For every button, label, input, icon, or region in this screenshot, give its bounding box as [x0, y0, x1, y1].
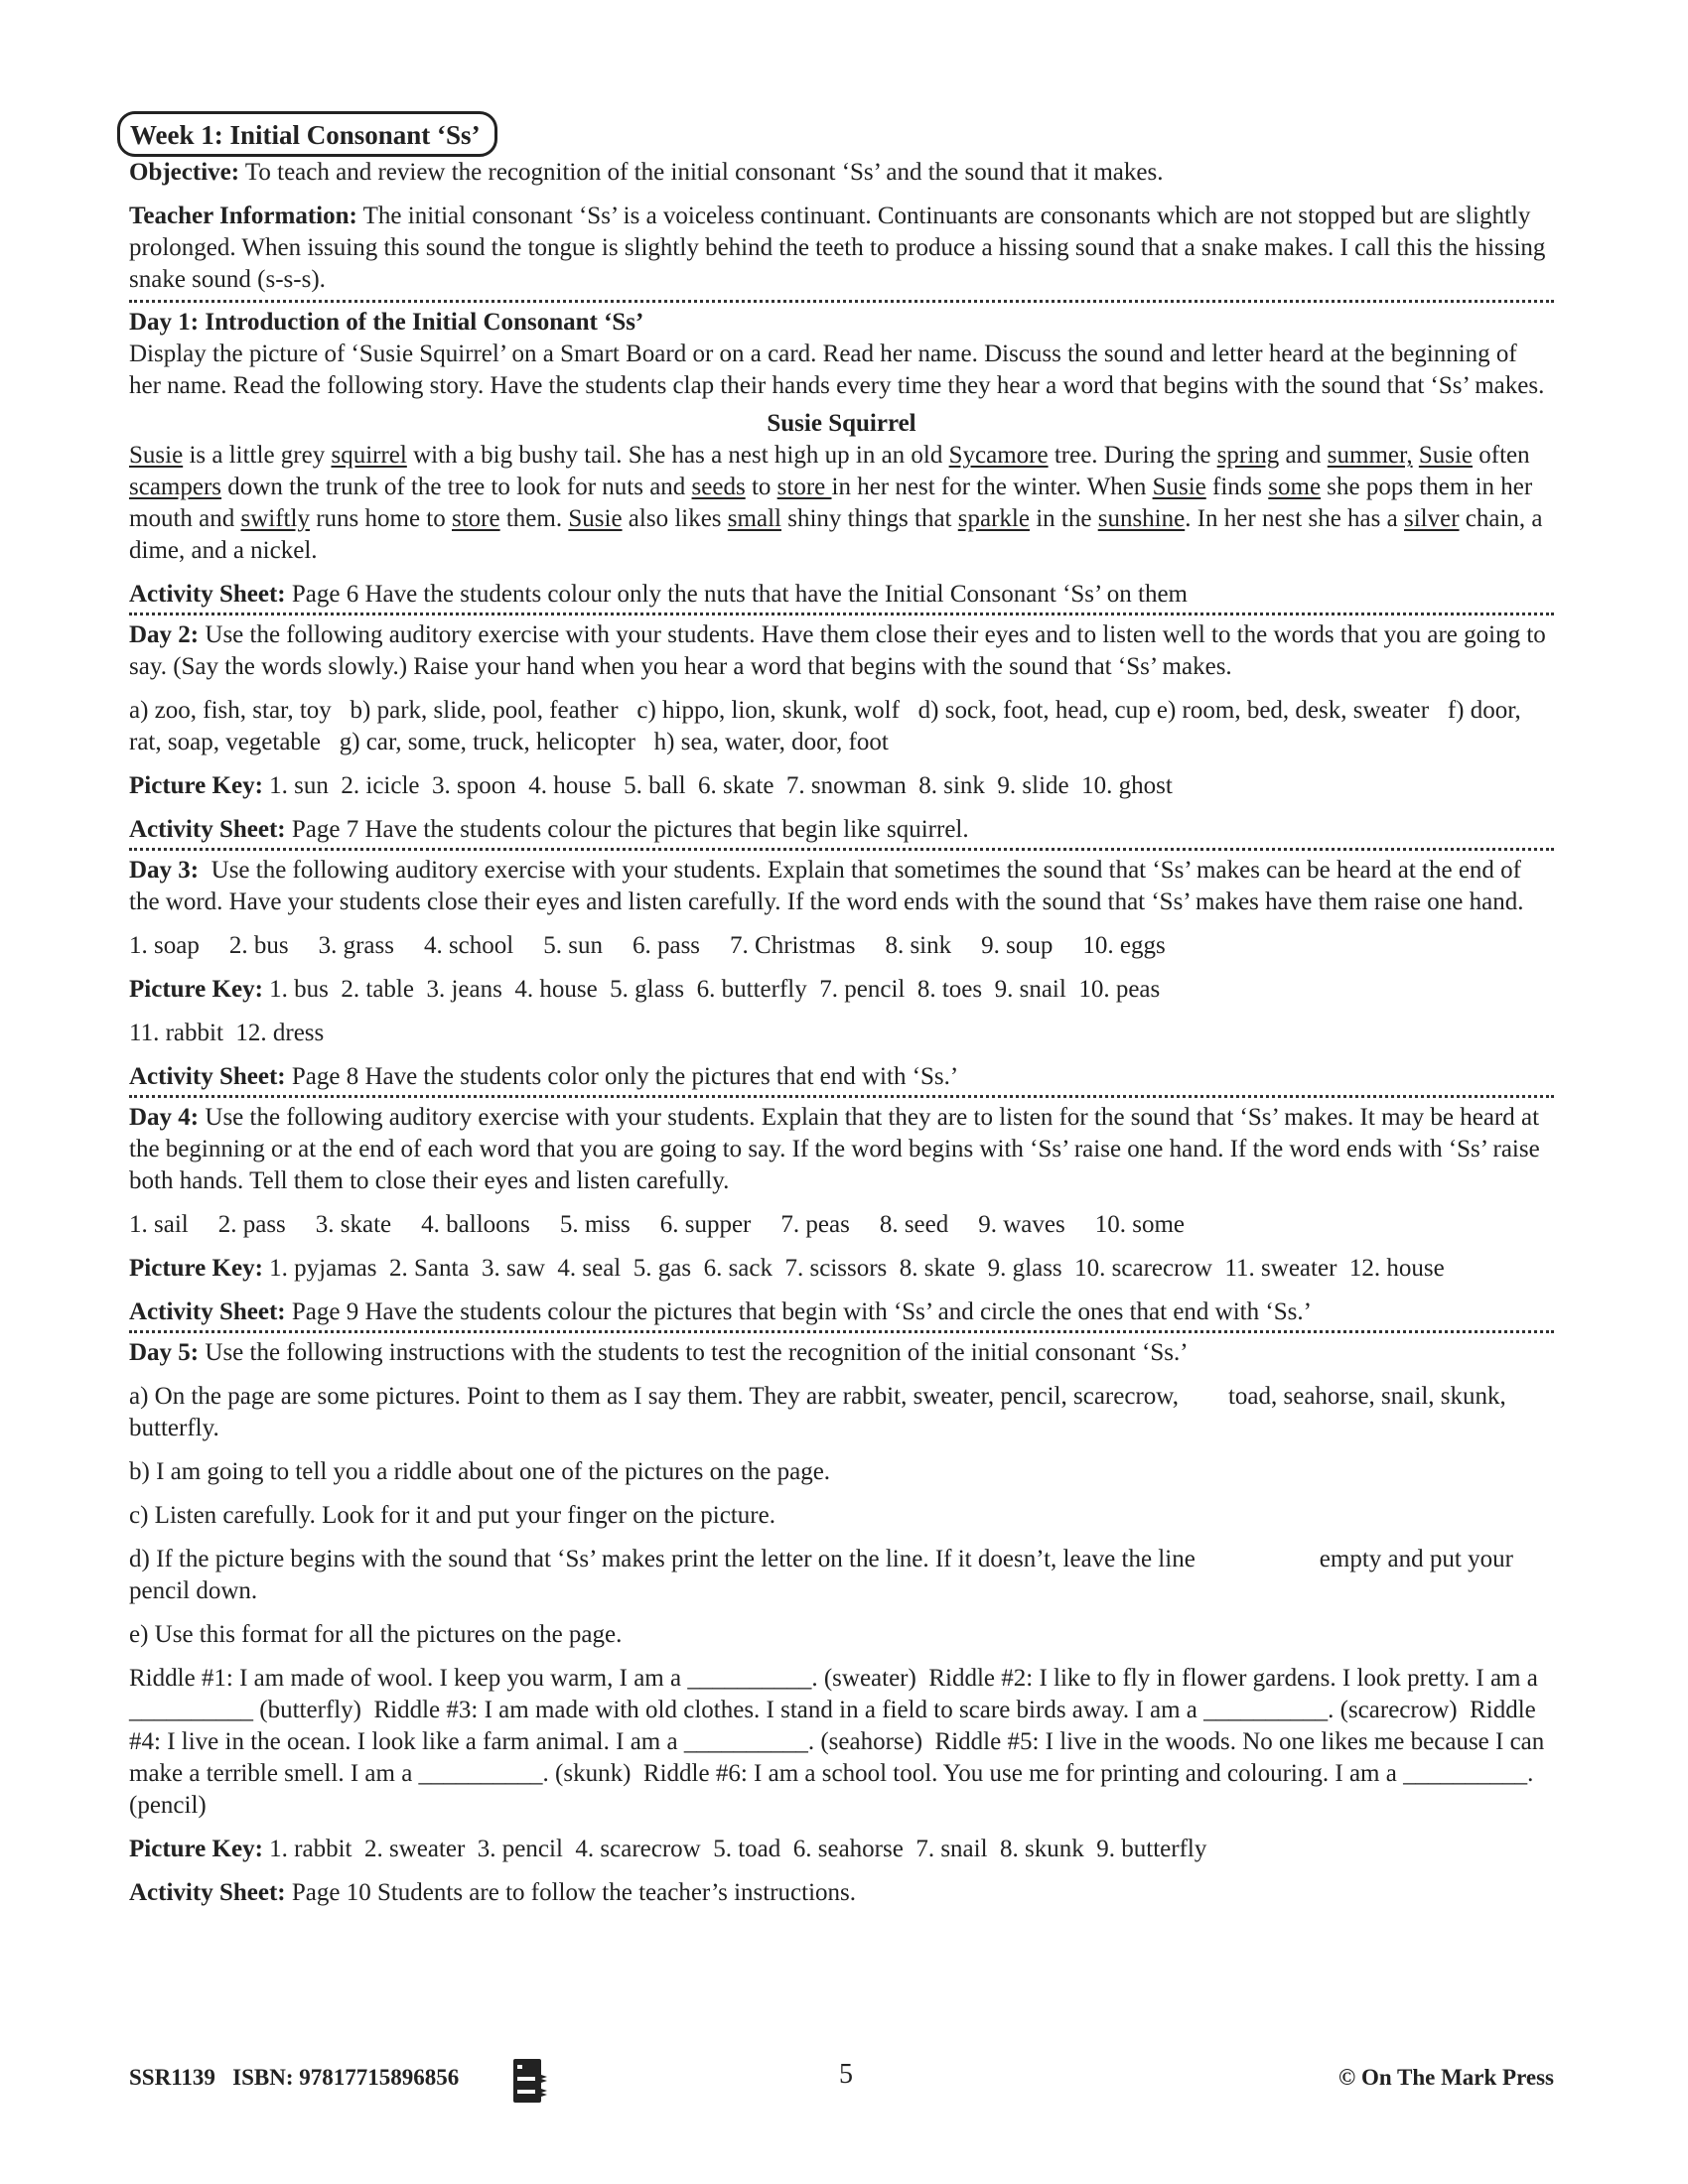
- underlined-s-word: silver: [1403, 505, 1460, 532]
- word: 1. soap: [129, 932, 200, 959]
- story-text-segment: often: [1473, 442, 1530, 469]
- divider: [129, 300, 1554, 303]
- word: 3. skate: [315, 1211, 392, 1238]
- picture-key-label: Picture Key:: [129, 1836, 263, 1862]
- underlined-s-word: sparkle: [957, 505, 1030, 532]
- underlined-s-word: spring: [1216, 442, 1280, 469]
- word: 9. waves: [978, 1211, 1065, 1238]
- objective-text: To teach and review the recognition of the initial consonant ‘Ss’ and the sound that it makes.: [239, 159, 1164, 186]
- underlined-s-word: store: [776, 474, 832, 500]
- story-text-segment: shiny things that: [780, 505, 958, 532]
- underlined-s-word: Susie: [568, 505, 623, 532]
- word: 8. sink: [885, 932, 952, 959]
- picture-key-text: 1. rabbit 2. sweater 3. pencil 4. scarecrow 5. toad 6. seahorse 7. snail 8. skunk 9. butterfly: [262, 1836, 1207, 1862]
- underlined-s-word: Susie: [1418, 442, 1474, 469]
- day-1-activity: [129, 579, 1554, 611]
- page-footer: [129, 2057, 1554, 2107]
- underlined-s-word: sunshine: [1097, 505, 1186, 532]
- word: 4. balloons: [421, 1211, 530, 1238]
- teacher-info-text: The initial consonant ‘Ss’ is a voiceless continuant. Continuants are consonants which are not stopped but are slightly prolonged. When issuing this sound the tongue is slightly behind the teeth to produce a hissing sound that a snake makes. I call this the hissing snake sound (s-s-s).: [129, 203, 1546, 293]
- teacher-info-label: Teacher Information:: [129, 203, 357, 229]
- underlined-s-word: small: [727, 505, 781, 532]
- picture-key-label: Picture Key:: [129, 1255, 263, 1282]
- word: 1. sail: [129, 1211, 189, 1238]
- divider: [129, 1330, 1554, 1333]
- story-text-segment: down the trunk of the tree to look for nuts and: [221, 474, 692, 500]
- story-text-segment: chain, a dime, and a nickel.: [129, 505, 1543, 564]
- underlined-s-word: some: [1268, 474, 1322, 500]
- story-text-segment: to: [745, 474, 777, 500]
- activity-label: Activity Sheet:: [129, 1298, 286, 1325]
- day-2-label: Day 2:: [129, 621, 200, 648]
- underlined-s-word: Susie: [1152, 474, 1206, 500]
- teacher-information: [129, 201, 1554, 296]
- word: 4. school: [423, 932, 514, 959]
- word: 10. some: [1094, 1211, 1185, 1238]
- document-page: [129, 111, 1554, 1921]
- day-2-section: [129, 619, 1554, 846]
- activity-label: Activity Sheet:: [129, 581, 286, 608]
- page-number: 5: [839, 2059, 853, 2090]
- word: 9. soup: [981, 932, 1054, 959]
- day-4-word-list: [129, 1209, 1554, 1241]
- story-title: Susie Squirrel: [767, 410, 916, 437]
- publisher: © On The Mark Press: [1338, 2065, 1554, 2090]
- objective: [129, 157, 1554, 189]
- picture-key-continued: 11. rabbit 12. dress: [129, 1020, 325, 1046]
- word: 3. grass: [318, 932, 394, 959]
- picture-key-label: Picture Key:: [129, 772, 263, 799]
- instruction-d: d) If the picture begins with the sound that ‘Ss’ makes print the letter on the line. If it doesn’t, leave the line empty and put your pencil down.: [129, 1546, 1520, 1604]
- picture-key-label: Picture Key:: [129, 976, 263, 1003]
- underlined-s-word: seeds: [691, 474, 746, 500]
- word: 8. seed: [879, 1211, 949, 1238]
- book-stack-icon: [511, 2057, 551, 2105]
- word: 7. Christmas: [730, 932, 856, 959]
- story-text-segment: finds: [1205, 474, 1269, 500]
- activity-label: Activity Sheet:: [129, 816, 286, 843]
- activity-text: Page 8 Have the students color only the pictures that end with ‘Ss.’: [285, 1063, 959, 1090]
- activity-text: Page 6 Have the students colour only the nuts that have the Initial Consonant ‘Ss’ on them: [285, 581, 1188, 608]
- underlined-s-word: swiftly: [240, 505, 310, 532]
- day-4-section: [129, 1102, 1554, 1328]
- activity-text: Page 9 Have the students colour the pictures that begin with ‘Ss’ and circle the ones that end with ‘Ss.’: [285, 1298, 1312, 1325]
- day-1-text: Display the picture of ‘Susie Squirrel’ on a Smart Board or on a card. Read her name. Discuss the sound and letter heard at the beginning of her name. Read the following story. Have the students clap their hands every time they hear a word that begins with the sound that ‘Ss’ makes.: [129, 341, 1545, 399]
- picture-key-text: 1. pyjamas 2. Santa 3. saw 4. seal 5. gas 6. sack 7. scissors 8. skate 9. glass 10. scarecrow 11. sweater 12. house: [262, 1255, 1445, 1282]
- underlined-s-word: Sycamore: [948, 442, 1049, 469]
- divider: [129, 613, 1554, 615]
- activity-text: Page 7 Have the students colour the pictures that begin like squirrel.: [285, 816, 969, 843]
- instruction-b: b) I am going to tell you a riddle about one of the pictures on the page.: [129, 1458, 831, 1485]
- underlined-s-word: store: [452, 505, 500, 532]
- story-text-segment: in the: [1029, 505, 1098, 532]
- word: 5. sun: [543, 932, 603, 959]
- story-text-segment: with a big bushy tail. She has a nest high up in an old: [406, 442, 949, 469]
- word: 6. supper: [659, 1211, 752, 1238]
- divider: [129, 1095, 1554, 1098]
- page-title: Week 1: Initial Consonant ‘Ss’: [117, 111, 497, 157]
- day-2-exercise: a) zoo, fish, star, toy b) park, slide, pool, feather c) hippo, lion, skunk, wolf d) sock, foot, head, cup e) room, bed, desk, sweater f) door, rat, soap, vegetable g) car, some, truck, helicopter h) sea, water, door, foot: [129, 697, 1528, 755]
- story-text-segment: runs home to: [309, 505, 452, 532]
- word: 6. pass: [632, 932, 701, 959]
- activity-label: Activity Sheet:: [129, 1063, 286, 1090]
- story-text-segment: tree. During the: [1048, 442, 1217, 469]
- story-text-segment: in her nest for the winter. When: [831, 474, 1153, 500]
- day-3-text: Use the following auditory exercise with your students. Explain that sometimes the sound that ‘Ss’ makes can be heard at the end of the word. Have your students close their eyes and listen carefully. If the word ends with the sound that ‘Ss’ makes have them raise one hand.: [129, 857, 1528, 915]
- word: 2. pass: [217, 1211, 286, 1238]
- activity-text: Page 10 Students are to follow the teacher’s instructions.: [285, 1879, 857, 1906]
- day-5-section: [129, 1337, 1554, 1909]
- word: 7. peas: [780, 1211, 850, 1238]
- story-text-segment: . In her nest she has a: [1185, 505, 1404, 532]
- day-1-section: [129, 307, 1554, 611]
- riddles: Riddle #1: I am made of wool. I keep you warm, I am a __________. (sweater) Riddle #2: I like to fly in flower gardens. I look pretty. I am a __________ (butterfly) Riddle #3: I am made with old clothes. I stand in a field to scare birds away. I am a __________. (scarecrow) Riddle #4: I live in the ocean. I look like a farm animal. I am a __________. (seahorse) Riddle #5: I live in the woods. No one likes me because I can make a terrible smell. I am a __________. (skunk) Riddle #6: I am a school tool. You use me for printing and colouring. I am a __________. (pencil): [129, 1665, 1551, 1819]
- day-1-heading: Day 1: Introduction of the Initial Consonant ‘Ss’: [129, 309, 644, 336]
- instruction-c: c) Listen carefully. Look for it and put your finger on the picture.: [129, 1502, 775, 1529]
- instruction-e: e) Use this format for all the pictures on the page.: [129, 1621, 623, 1648]
- day-2-text: Use the following auditory exercise with your students. Have them close their eyes and to listen well to the words that you are going to say. (Say the words slowly.) Raise your hand when you hear a word that begins with the sound that ‘Ss’ makes.: [129, 621, 1546, 680]
- activity-label: Activity Sheet:: [129, 1879, 286, 1906]
- objective-label: Objective:: [129, 159, 240, 186]
- story-text-segment: also likes: [622, 505, 728, 532]
- instruction-a: a) On the page are some pictures. Point to them as I say them. They are rabbit, sweater, pencil, scarecrow, toad, seahorse, snail, skunk, butterfly.: [129, 1383, 1513, 1441]
- day-4-text: Use the following auditory exercise with your students. Explain that they are to listen for the sound that ‘Ss’ makes. It may be heard at the beginning or at the end of each word that you are going to say. If the word begins with ‘Ss’ raise one hand. If the word ends with ‘Ss’ raise both hands. Tell them to close their eyes and listen carefully.: [129, 1104, 1540, 1194]
- story-text: [129, 440, 1554, 567]
- underlined-s-word: squirrel: [331, 442, 407, 469]
- day-4-label: Day 4:: [129, 1104, 200, 1131]
- picture-key-text: 1. sun 2. icicle 3. spoon 4. house 5. ball 6. skate 7. snowman 8. sink 9. slide 10. ghost: [262, 772, 1173, 799]
- word: 2. bus: [228, 932, 289, 959]
- underlined-s-word: Susie: [129, 442, 184, 469]
- word: 5. miss: [559, 1211, 631, 1238]
- underlined-s-word: scampers: [129, 474, 222, 500]
- story-text-segment: is a little grey: [183, 442, 332, 469]
- day-3-label: Day 3:: [129, 857, 200, 884]
- day-5-text: Use the following instructions with the students to test the recognition of the initial consonant ‘Ss.’: [199, 1339, 1189, 1366]
- underlined-s-word: summer,: [1327, 442, 1413, 469]
- footer-code: SSR1139 ISBN: 97817715896856: [129, 2065, 460, 2090]
- word: 10. eggs: [1082, 932, 1166, 959]
- day-5-label: Day 5:: [129, 1339, 200, 1366]
- story-text-segment: she pops them in her mouth and: [129, 474, 1533, 532]
- divider: [129, 848, 1554, 851]
- story-text-segment: them.: [499, 505, 569, 532]
- picture-key-text: 1. bus 2. table 3. jeans 4. house 5. glass 6. butterfly 7. pencil 8. toes 9. snail 10. peas: [262, 976, 1161, 1003]
- day-3-word-list: [129, 930, 1554, 962]
- day-3-section: [129, 855, 1554, 1093]
- story-text-segment: and: [1279, 442, 1328, 469]
